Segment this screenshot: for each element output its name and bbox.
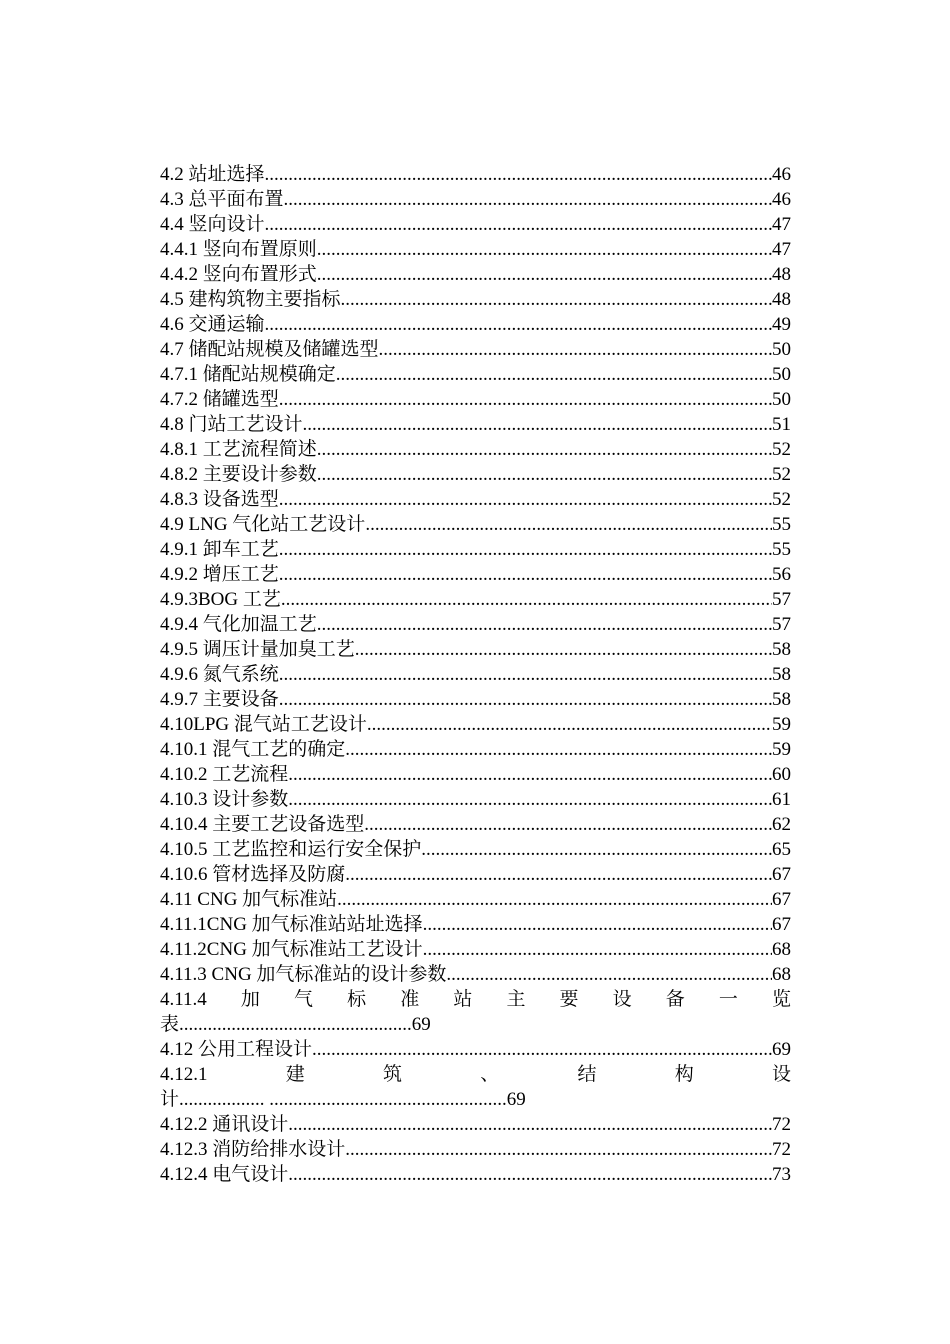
toc-entry-title-part: 标	[347, 989, 367, 1010]
toc-entry-page: 47	[772, 239, 791, 260]
toc-group	[160, 1037, 791, 1062]
toc-entry-page: 50	[772, 389, 791, 410]
toc-entry-page: 57	[772, 589, 791, 610]
toc-entry[interactable]	[160, 562, 791, 587]
toc-entry-title: 4.12.4 电气设计	[160, 1164, 289, 1185]
toc-entry-title-part: 4.12.1	[160, 1064, 208, 1085]
toc-entry[interactable]	[160, 812, 791, 837]
dot-leader	[265, 312, 772, 337]
toc-entry-page: 67	[772, 864, 791, 885]
toc-entry-page: 59	[772, 739, 791, 760]
toc-entry-title-part: 4.11.4	[160, 989, 207, 1010]
dot-leader	[446, 962, 772, 987]
toc-entry-title: 4.4.2 竖向布置形式	[160, 264, 317, 285]
toc-entry-title: 4.10LPG 混气站工艺设计	[160, 714, 367, 735]
toc-entry-title: 4.8 门站工艺设计	[160, 414, 303, 435]
toc-entry[interactable]	[160, 762, 791, 787]
dot-leader	[365, 512, 772, 537]
toc-entry-page: 47	[772, 214, 791, 235]
toc-entry-title-part: 备	[665, 989, 685, 1010]
toc-entry[interactable]	[160, 962, 791, 987]
toc-entry-page: 67	[772, 914, 791, 935]
dot-leader	[284, 187, 772, 212]
toc-entry-title: 4.4 竖向设计	[160, 214, 265, 235]
toc-entry-page: 68	[772, 939, 791, 960]
toc-entry[interactable]	[160, 187, 791, 212]
toc-entry[interactable]	[160, 1137, 791, 1162]
toc-entry[interactable]	[160, 362, 791, 387]
dot-leader	[345, 737, 772, 762]
toc-entry[interactable]	[160, 637, 791, 662]
toc-entry-page: 46	[772, 164, 791, 185]
toc-entry-page: 50	[772, 339, 791, 360]
toc-entry-title-part: 设	[771, 1064, 791, 1085]
dot-leader	[317, 437, 772, 462]
toc-entry[interactable]	[160, 337, 791, 362]
toc-entry-title: 4.11.3 CNG 加气标准站的设计参数	[160, 964, 447, 985]
toc-entry-page: 58	[772, 664, 791, 685]
toc-entry-title: 4.10.3 设计参数	[160, 789, 289, 810]
toc-entry-page: 67	[772, 889, 791, 910]
toc-entry-title: 4.9.1 卸车工艺	[160, 539, 279, 560]
toc-entry-title: 4.8.2 主要设计参数	[160, 464, 317, 485]
toc-entry-page: 73	[772, 1164, 791, 1185]
toc-entry-title: 4.12.3 消防给排水设计	[160, 1139, 346, 1160]
toc-entry-title: 4.8.3 设备选型	[160, 489, 279, 510]
toc-entry-page: 52	[772, 489, 791, 510]
toc-entry-title-part: 结	[577, 1064, 597, 1085]
toc-entry-title-part: 构	[674, 1064, 694, 1085]
dot-leader	[317, 462, 772, 487]
dot-leader	[423, 912, 772, 937]
toc-entry[interactable]	[160, 462, 791, 487]
toc-entry-title: 4.10.5 工艺监控和运行安全保护	[160, 839, 422, 860]
toc-entry[interactable]	[160, 262, 791, 287]
toc-entry-page: 60	[772, 764, 791, 785]
toc-entry-title: 4.12 公用工程设计	[160, 1039, 313, 1060]
toc-entry-title: 4.10.4 主要工艺设备选型	[160, 814, 365, 835]
dot-leader	[281, 587, 772, 612]
toc-entry-page: 46	[772, 189, 791, 210]
toc-entry-page: 50	[772, 364, 791, 385]
dot-leader	[367, 712, 772, 737]
toc-entry[interactable]	[160, 387, 791, 412]
toc-entry-title-part: 筑	[382, 1064, 402, 1085]
toc-entry-page: 72	[772, 1114, 791, 1135]
dot-leader	[279, 687, 772, 712]
dot-leader	[288, 787, 772, 812]
toc-entry[interactable]	[160, 862, 791, 887]
dot-leader	[279, 387, 772, 412]
dot-leader	[355, 637, 772, 662]
toc-entry-title: 4.11.1CNG 加气标准站站址选择	[160, 914, 423, 935]
toc-entry-wrapped[interactable]	[160, 1062, 791, 1087]
toc-entry[interactable]	[160, 712, 791, 737]
toc-entry-title: 4.7.2 储罐选型	[160, 389, 279, 410]
toc-entry-title: 4.10.1 混气工艺的确定	[160, 739, 346, 760]
toc-entry[interactable]	[160, 412, 791, 437]
toc-entry-title: 4.3 总平面布置	[160, 189, 284, 210]
dot-leader	[337, 887, 772, 912]
toc-entry[interactable]	[160, 612, 791, 637]
toc-entry-page: 56	[772, 564, 791, 585]
dot-leader	[421, 837, 772, 862]
toc-entry-title-part: 气	[294, 989, 314, 1010]
toc-entry-title: 4.4.1 竖向布置原则	[160, 239, 317, 260]
toc-entry[interactable]	[160, 912, 791, 937]
dot-leader	[364, 812, 772, 837]
dot-leader	[288, 1112, 772, 1137]
toc-entry[interactable]	[160, 437, 791, 462]
toc-entry-title: 4.10.2 工艺流程	[160, 764, 289, 785]
toc-entry-title-part: 要	[559, 989, 579, 1010]
toc-entry[interactable]	[160, 212, 791, 237]
toc-entry-page: 55	[772, 539, 791, 560]
dot-leader	[336, 362, 772, 387]
toc-entry-page: 49	[772, 314, 791, 335]
toc-entry[interactable]	[160, 937, 791, 962]
toc-entry[interactable]	[160, 237, 791, 262]
toc-entry-continuation[interactable]: 表.................................................69	[160, 1014, 431, 1035]
toc-entry[interactable]	[160, 1037, 791, 1062]
toc-entry[interactable]	[160, 287, 791, 312]
dot-leader	[317, 237, 772, 262]
toc-entry-title-part: 准	[400, 989, 420, 1010]
toc-entry-continuation[interactable]: 计.................. ..................................................69	[160, 1089, 526, 1110]
toc-entry[interactable]	[160, 512, 791, 537]
dot-leader	[345, 862, 772, 887]
toc-entry-page: 62	[772, 814, 791, 835]
toc-entry-title: 4.2 站址选择	[160, 164, 265, 185]
toc-entry-page: 61	[772, 789, 791, 810]
toc-entry-title: 4.5 建构筑物主要指标	[160, 289, 341, 310]
dot-leader	[423, 937, 772, 962]
dot-leader	[279, 662, 772, 687]
toc-entry-page: 52	[772, 439, 791, 460]
toc-entry-page: 72	[772, 1139, 791, 1160]
toc-entry-title: 4.9.5 调压计量加臭工艺	[160, 639, 355, 660]
toc-entry-page: 69	[772, 1039, 791, 1060]
toc-entry[interactable]	[160, 487, 791, 512]
toc-entry-title: 4.9.3BOG 工艺	[160, 589, 281, 610]
toc-entry-page: 55	[772, 514, 791, 535]
toc-entry-page: 48	[772, 289, 791, 310]
toc-entry-title-part: 建	[285, 1064, 305, 1085]
toc-entry-title-part: 、	[480, 1064, 500, 1085]
toc-group	[160, 162, 791, 987]
toc-entry-title: 4.9.7 主要设备	[160, 689, 279, 710]
toc-entry-title: 4.12.2 通讯设计	[160, 1114, 289, 1135]
toc-entry-title: 4.7.1 储配站规模确定	[160, 364, 336, 385]
toc-entry-title: 4.8.1 工艺流程简述	[160, 439, 317, 460]
toc-entry-title: 4.9.6 氮气系统	[160, 664, 279, 685]
dot-leader	[341, 287, 772, 312]
dot-leader	[345, 1137, 772, 1162]
toc-entry-page: 57	[772, 614, 791, 635]
toc-entry-title: 4.9.4 气化加温工艺	[160, 614, 317, 635]
toc-entry-page: 52	[772, 464, 791, 485]
toc-entry-page: 65	[772, 839, 791, 860]
toc-entry-title-part: 一	[718, 989, 738, 1010]
dot-leader	[288, 762, 772, 787]
dot-leader	[265, 162, 772, 187]
toc-entry-title-part: 设	[612, 989, 632, 1010]
toc-entry[interactable]	[160, 737, 791, 762]
dot-leader	[303, 412, 772, 437]
dot-leader	[279, 487, 772, 512]
toc-entry[interactable]	[160, 162, 791, 187]
toc-entry[interactable]	[160, 837, 791, 862]
toc-entry-title-part: 加	[240, 989, 260, 1010]
toc-entry-page: 68	[772, 964, 791, 985]
toc-entry-title: 4.6 交通运输	[160, 314, 265, 335]
toc-entry-page: 59	[772, 714, 791, 735]
toc-entry[interactable]	[160, 1112, 791, 1137]
toc-entry-page: 58	[772, 689, 791, 710]
toc-entry[interactable]	[160, 537, 791, 562]
toc-entry[interactable]	[160, 887, 791, 912]
toc-entry-page: 48	[772, 264, 791, 285]
dot-leader	[317, 612, 772, 637]
dot-leader	[379, 337, 772, 362]
toc-entry-title: 4.10.6 管材选择及防腐	[160, 864, 346, 885]
dot-leader	[312, 1037, 772, 1062]
toc-entry[interactable]	[160, 312, 791, 337]
toc-entry-title-part: 主	[506, 989, 526, 1010]
toc-entry-wrapped[interactable]	[160, 987, 791, 1012]
toc-entry-title-part: 览	[771, 989, 791, 1010]
toc-entry-page: 58	[772, 639, 791, 660]
dot-leader	[279, 562, 772, 587]
toc-entry[interactable]	[160, 662, 791, 687]
toc-entry-title: 4.11.2CNG 加气标准站工艺设计	[160, 939, 423, 960]
toc-entry-title: 4.9 LNG 气化站工艺设计	[160, 514, 366, 535]
dot-leader	[265, 212, 772, 237]
table-of-contents	[160, 162, 791, 1187]
toc-entry-title: 4.7 储配站规模及储罐选型	[160, 339, 379, 360]
toc-entry-page: 51	[772, 414, 791, 435]
toc-entry[interactable]	[160, 587, 791, 612]
toc-entry-title-part: 站	[453, 989, 473, 1010]
toc-entry[interactable]	[160, 787, 791, 812]
toc-entry[interactable]	[160, 687, 791, 712]
toc-entry-title: 4.11 CNG 加气标准站	[160, 889, 338, 910]
toc-group	[160, 1112, 791, 1187]
toc-entry[interactable]	[160, 1162, 791, 1187]
dot-leader	[279, 537, 772, 562]
toc-entry-title: 4.9.2 增压工艺	[160, 564, 279, 585]
dot-leader	[317, 262, 772, 287]
dot-leader	[288, 1162, 772, 1187]
